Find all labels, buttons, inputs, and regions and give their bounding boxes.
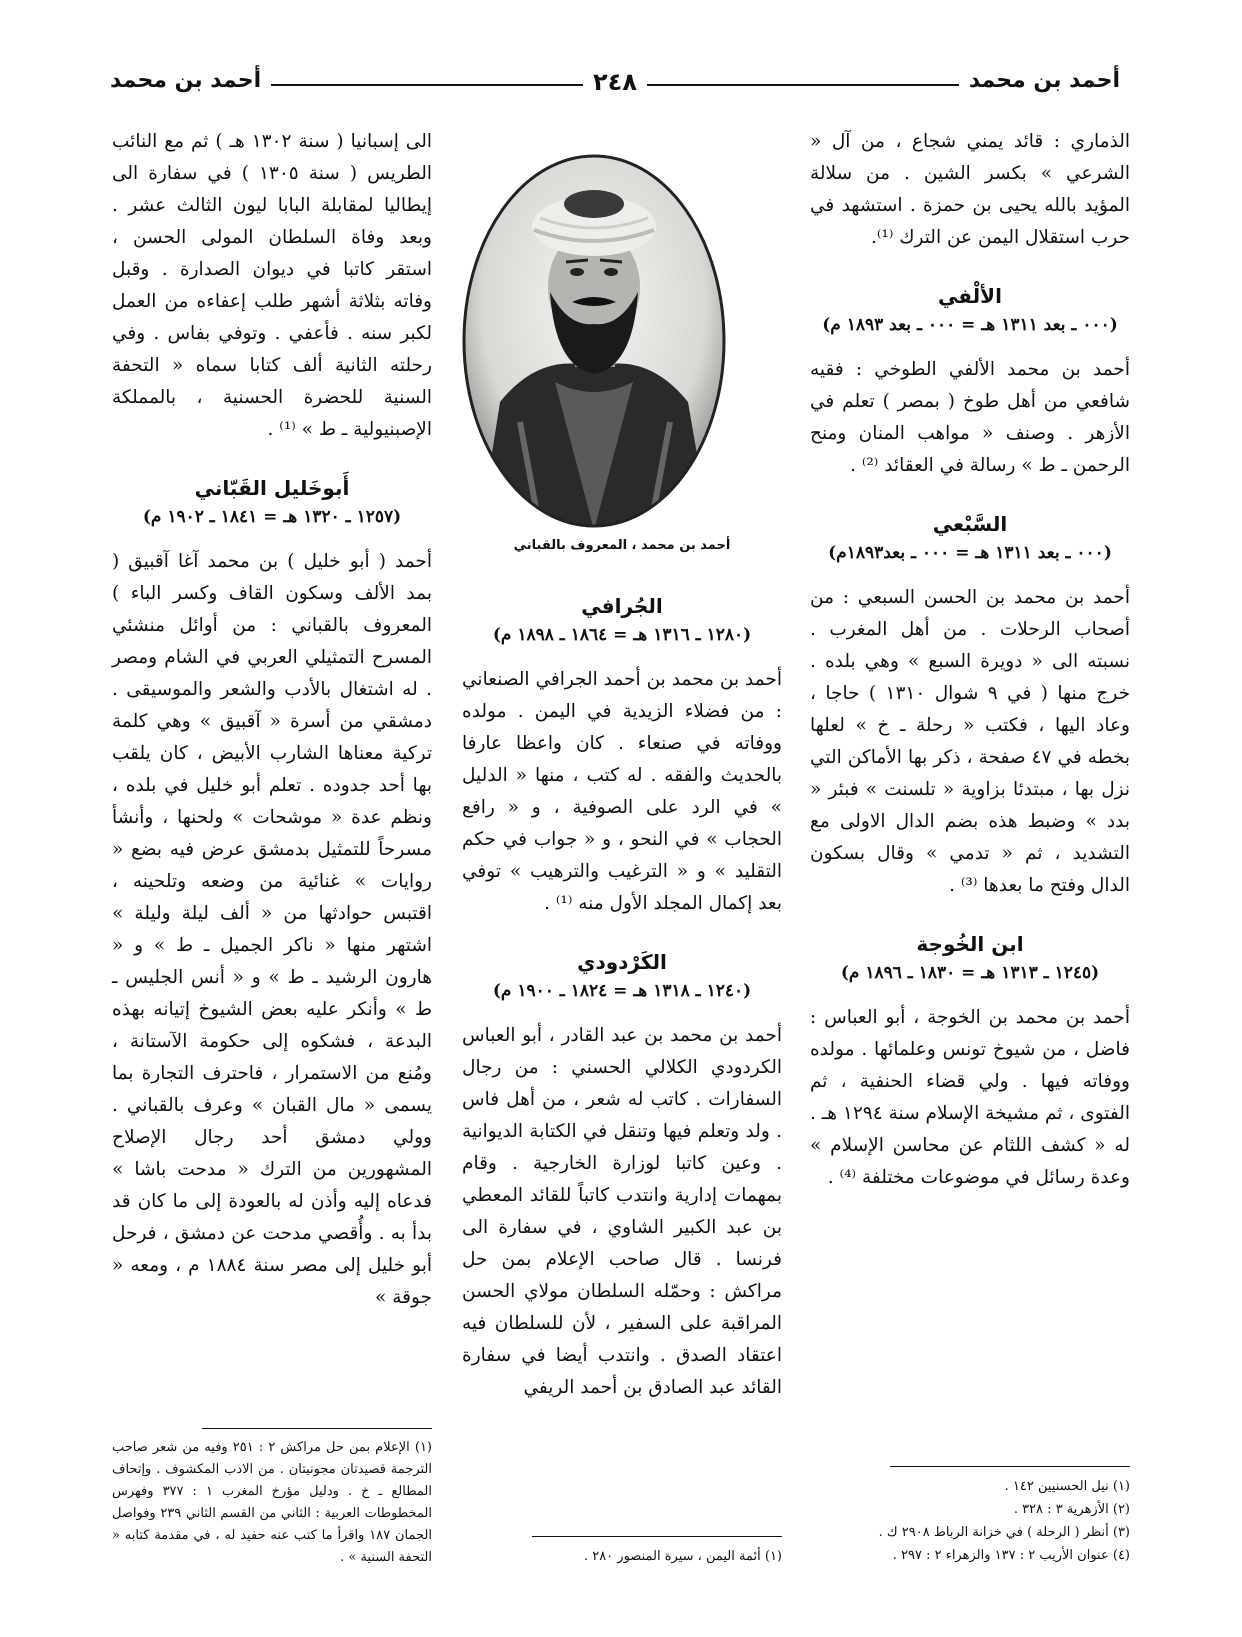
page-header [100, 64, 1130, 104]
entry-body: أحمد بن محمد بن الخوجة ، أبو العباس : فاضل ، من شيوخ تونس وعلمائها . مولده ووفاته فيها . ولي قضاء الحنفية ، ثم الفتوى ، ثم مشيخة الإسلام سنة ١٢٩٤ هـ . له « كشف اللثام عن محاسن الإسلام » وعدة رسائل في موضوعات مختلفة ⁽⁴⁾ . [810, 1007, 1130, 1188]
footnotes-right [810, 1466, 1130, 1567]
footnote: (١) أئمة اليمن ، سيرة المنصور ٢٨٠ . [583, 1549, 782, 1564]
footnote: (٢) الأزهرية ٣ : ٣٢٨ . [1013, 1502, 1130, 1517]
entry-title: الألْفي [938, 284, 1002, 308]
entry-title: السَّبْعي [932, 512, 1008, 536]
footnote: (٤) عنوان الأريب ٢ : ١٣٧ والزهراء ٢ : ٢٩٧ . [892, 1548, 1130, 1563]
portrait-photo [460, 152, 728, 530]
footnote-rule [890, 1466, 1130, 1467]
running-head-right: أحمد بن محمد [959, 68, 1130, 93]
entry-dates: (٠٠٠ ـ بعد ١٣١١ هـ = ٠٠٠ ـ بعد ١٨٩٣ م) [822, 315, 1118, 335]
entry-title: الجُرافي [581, 594, 663, 618]
footnote: (١) الإعلام بمن حل مراكش ٢ : ٢٥١ وفيه من شعر صاحب الترجمة قصيدتان مجونيتان . من الادب المكشوف . وإتحاف المطالع ـ خ . ودليل مؤرخ المغرب ١ : ٣٧٧ وفهرس المخطوطات العربية : الثاني من القسم الثاني ٢٣٩ وفواصل الجمان ١٨٧ واقرأ ما كتب عنه حفيد له ، في مقدمة كتابه « التحفة السنية » . [112, 1440, 432, 1565]
footnote-rule [532, 1536, 782, 1537]
entry-continuation: الى إسبانيا ( سنة ١٣٠٢ هـ ) ثم مع النائب الطريس ( سنة ١٣٠٥ ) في سفارة الى إيطاليا لمقابلة البابا ليون الثالث عشر . وبعد وفاة السلطان المولى الحسن ، استقر كاتبا في ديوان الصدارة . وقبل وفاته بثلاثة أشهر طلب إعفاءه من العمل لكبر سنه . فأعفي . وتوفي بفاس . وفي رحلته الثانية ألف كتابا سماه « التحفة السنية للحضرة الحسنية ، بالمملكة الإصبنيولية ـ ط » ⁽¹⁾ . [112, 131, 432, 440]
page-number: ٢٤٨ [583, 68, 647, 96]
footnote: (٣) أنظر ( الرحلة ) في خزانة الرباط ٢٩٠٨ ك . [878, 1525, 1130, 1540]
entry-body: أحمد ( أبو خليل ) بن محمد آغا آقبيق ( بمد الألف وسكون القاف وكسر الباء ) المعروف بالقباني : من أوائل منشئي المسرح التمثيلي العربي في الشام ومصر . له اشتغال بالأدب والشعر والموسيقى . دمشقي من أسرة « آقبيق » وهي كلمة تركية معناها الشارب الأبيض ، كان يلقب بها أحد جدوده . تعلم أبو خليل في بلده ، ونظم عدة « موشحات » ولحنها ، وأنشأ مسرحاً للتمثيل بدمشق عرض فيه بضع « روايات » غنائية من وضعه وتلحينه ، اقتبس حوادثها من « ألف ليلة وليلة » اشتهر منها « ناكر الجميل ـ ط » و « هارون الرشيد ـ ط » و « أنس الجليس ـ ط » وأنكر عليه بعض الشيوخ إتيانه بهذه البدعة ، فشكوه إلى حكومة الآستانة ، ومُنع من الاستمرار ، فاحترف التجارة بما يسمى « مال القبان » وعرف بالقباني . وولي دمشق أحد رجال الإصلاح المشهورين من الترك « مدحت باشا » فدعاه إليه وأذن له بالعودة إلى ما كان قد بدأ به . وأُقصي مدحت عن دمشق ، فرحل أبو خليل إلى مصر سنة ١٨٨٤ م ، ومعه « جوقة » [112, 551, 433, 1308]
column-left [112, 126, 432, 1314]
running-head-left: أحمد بن محمد [100, 68, 271, 93]
column-middle [462, 592, 782, 1404]
footnote: (١) نيل الحسنيين ١٤٢ . [1004, 1479, 1130, 1494]
entry-body: أحمد بن محمد بن أحمد الجرافي الصنعاني : من فضلاء الزيدية في اليمن . مولده ووفاته في صنعاء . كان واعظا عارفا بالحديث والفقه . له كتب ، منها « الدليل » في الرد على الصوفية ، و « رافع الحجاب » في النحو ، و « جواب في حكم التقليد » و « الترغيب والترهيب » توفي بعد إكمال المجلد الأول منه ⁽¹⁾ . [462, 669, 782, 914]
entry-body: أحمد بن محمد بن عبد القادر ، أبو العباس الكردودي الكلالي الحسني : من رجال السفارات . كاتب له شعر ، من أهل فاس . ولد وتعلم فيها وتنقل في الكتابة الديوانية . وعين كاتبا لوزارة الخارجية . وقام بمهمات إدارية وانتدب كاتباً للقائد المعطي بن عبد الكبير الشاوي ، في سفارة الى فرنسا . قال صاحب الإعلام بمن حل مراكش : وحمّله السلطان مولاي الحسن المراقبة على السفير ، لأن للسلطان فيه اعتقاد الصدق . وانتدب أيضا في سفارة القائد عبد الصادق بن أحمد الريفي [462, 1025, 782, 1398]
entry-dates: (١٢٨٠ ـ ١٣١٦ هـ = ١٨٦٤ ـ ١٨٩٨ م) [492, 625, 752, 645]
entry-dates: (٠٠٠ ـ بعد ١٣١١ هـ = ٠٠٠ ـ بعد١٨٩٣م) [828, 543, 1112, 563]
entry-body: أحمد بن محمد بن الحسن السبعي : من أصحاب الرحلات . من أهل المغرب . نسبته الى « دويرة السبع » وهي بلده . خرج منها ( في ٩ شوال ١٣١٠ ) حاجا ، وعاد اليها ، فكتب « رحلة ـ خ » لعلها بخطه في ٤٧ صفحة ، ذكر بها الأماكن التي نزل بها ، مبتدئا بزاوية « تلسنت » فبئر « بدد » وضبط هذه بضم الدال الاولى مع التشديد ، ثم « تدمي » وقال بسكون الدال وفتح ما بعدها ⁽³⁾ . [810, 587, 1131, 896]
portrait-caption: أحمد بن محمد ، المعروف بالقباني [513, 538, 731, 553]
footnotes-left [112, 1428, 432, 1569]
footnotes-middle [462, 1536, 782, 1568]
column-right [810, 126, 1130, 1194]
entry-title: الكَرْدودي [577, 950, 667, 974]
entry-dates: (١٢٤٠ ـ ١٣١٨ هـ = ١٨٢٤ ـ ١٩٠٠ م) [492, 981, 752, 1001]
entry-title: ابن الخُوجة [916, 932, 1024, 956]
entry-dates: (١٢٥٧ ـ ١٣٢٠ هـ = ١٨٤١ ـ ١٩٠٢ م) [142, 507, 402, 527]
footnote-rule [202, 1428, 432, 1429]
entry-body: أحمد بن محمد الألفي الطوخي : فقيه شافعي من أهل طوخ ( بمصر ) تعلم في الأزهر . وصنف « مواهب المنان ومنح الرحمن ـ ط » رسالة في العقائد ⁽²⁾ . [810, 359, 1130, 476]
entry-continuation: الذماري : قائد يمني شجاع ، من آل « الشرعي » بكسر الشين . من سلالة المؤيد بالله يحيى بن حمزة . استشهد في حرب استقلال اليمن عن الترك ⁽¹⁾. [810, 131, 1130, 248]
entry-title: أَبوخَليل القَبّاني [194, 476, 350, 500]
entry-dates: (١٢٤٥ ـ ١٣١٣ هـ = ١٨٣٠ ـ ١٨٩٦ م) [840, 963, 1100, 983]
